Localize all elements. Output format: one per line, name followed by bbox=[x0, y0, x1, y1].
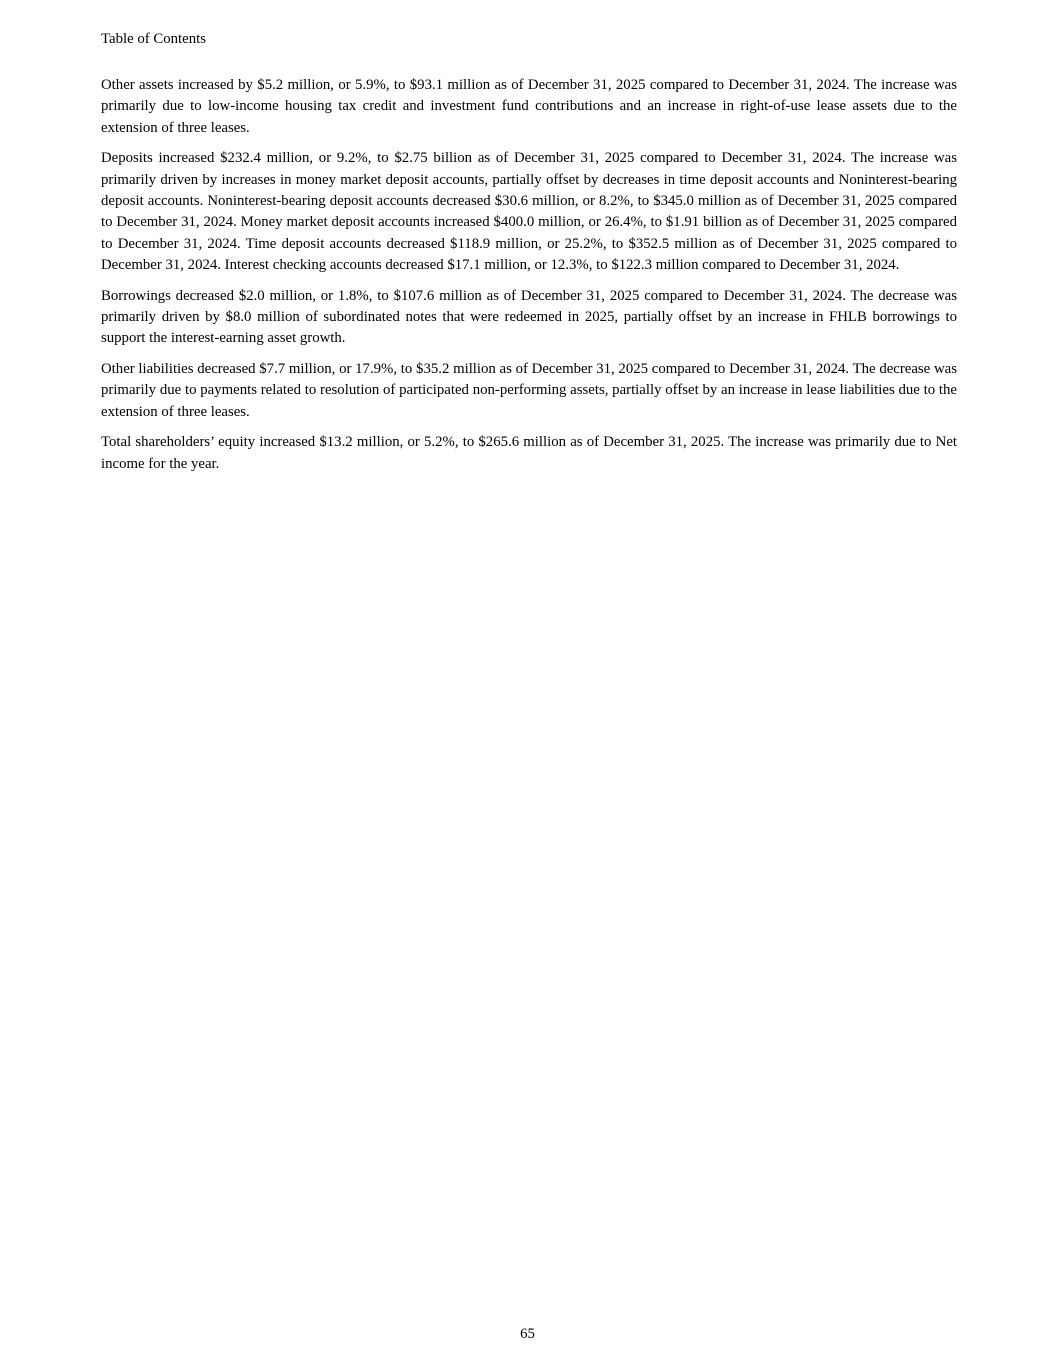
paragraph-other-assets: Other assets increased by $5.2 million, or 5.9%, to $93.1 million as of December 31, 2025 compared to December 31, 2024. The increase was primarily due to low-income housing tax credit and investment fund contributions and an increase in right-of-use lease assets due to the extension of three leases. bbox=[101, 77, 957, 136]
table-of-contents-link: Table of Contents bbox=[101, 31, 206, 47]
paragraph-shareholders-equity: Total shareholders’ equity increased $13.2 million, or 5.2%, to $265.6 million as of December 31, 2025. The increase was primarily due to Net income for the year. bbox=[101, 434, 957, 472]
page-number: 65 bbox=[520, 1326, 535, 1342]
document-body bbox=[101, 75, 957, 485]
paragraph-deposits: Deposits increased $232.4 million, or 9.2%, to $2.75 billion as of December 31, 2025 compared to December 31, 2024. The increase was primarily driven by increases in money market deposit accounts, partially offset by decreases in time deposit accounts and Noninterest-bearing deposit accounts. Noninterest-bearing deposit accounts decreased $30.6 million, or 8.2%, to $345.0 million as of December 31, 2025 compared to December 31, 2024. Money market deposit accounts increased $400.0 million, or 26.4%, to $1.91 billion as of December 31, 2025 compared to December 31, 2024. Time deposit accounts decreased $118.9 million, or 25.2%, to $352.5 million as of December 31, 2025 compared to December 31, 2024. Interest checking accounts decreased $17.1 million, or 12.3%, to $122.3 million compared to December 31, 2024. bbox=[101, 150, 957, 273]
paragraph-other-liabilities: Other liabilities decreased $7.7 million, or 17.9%, to $35.2 million as of December 31, 2025 compared to December 31, 2024. The decrease was primarily due to payments related to resolution of participated non-performing assets, partially offset by an increase in lease liabilities due to the extension of three leases. bbox=[101, 361, 957, 420]
paragraph-borrowings: Borrowings decreased $2.0 million, or 1.8%, to $107.6 million as of December 31, 2025 compared to December 31, 2024. The decrease was primarily driven by $8.0 million of subordinated notes that were redeemed in 2025, partially offset by an increase in FHLB borrowings to support the interest-earning asset growth. bbox=[101, 287, 957, 347]
